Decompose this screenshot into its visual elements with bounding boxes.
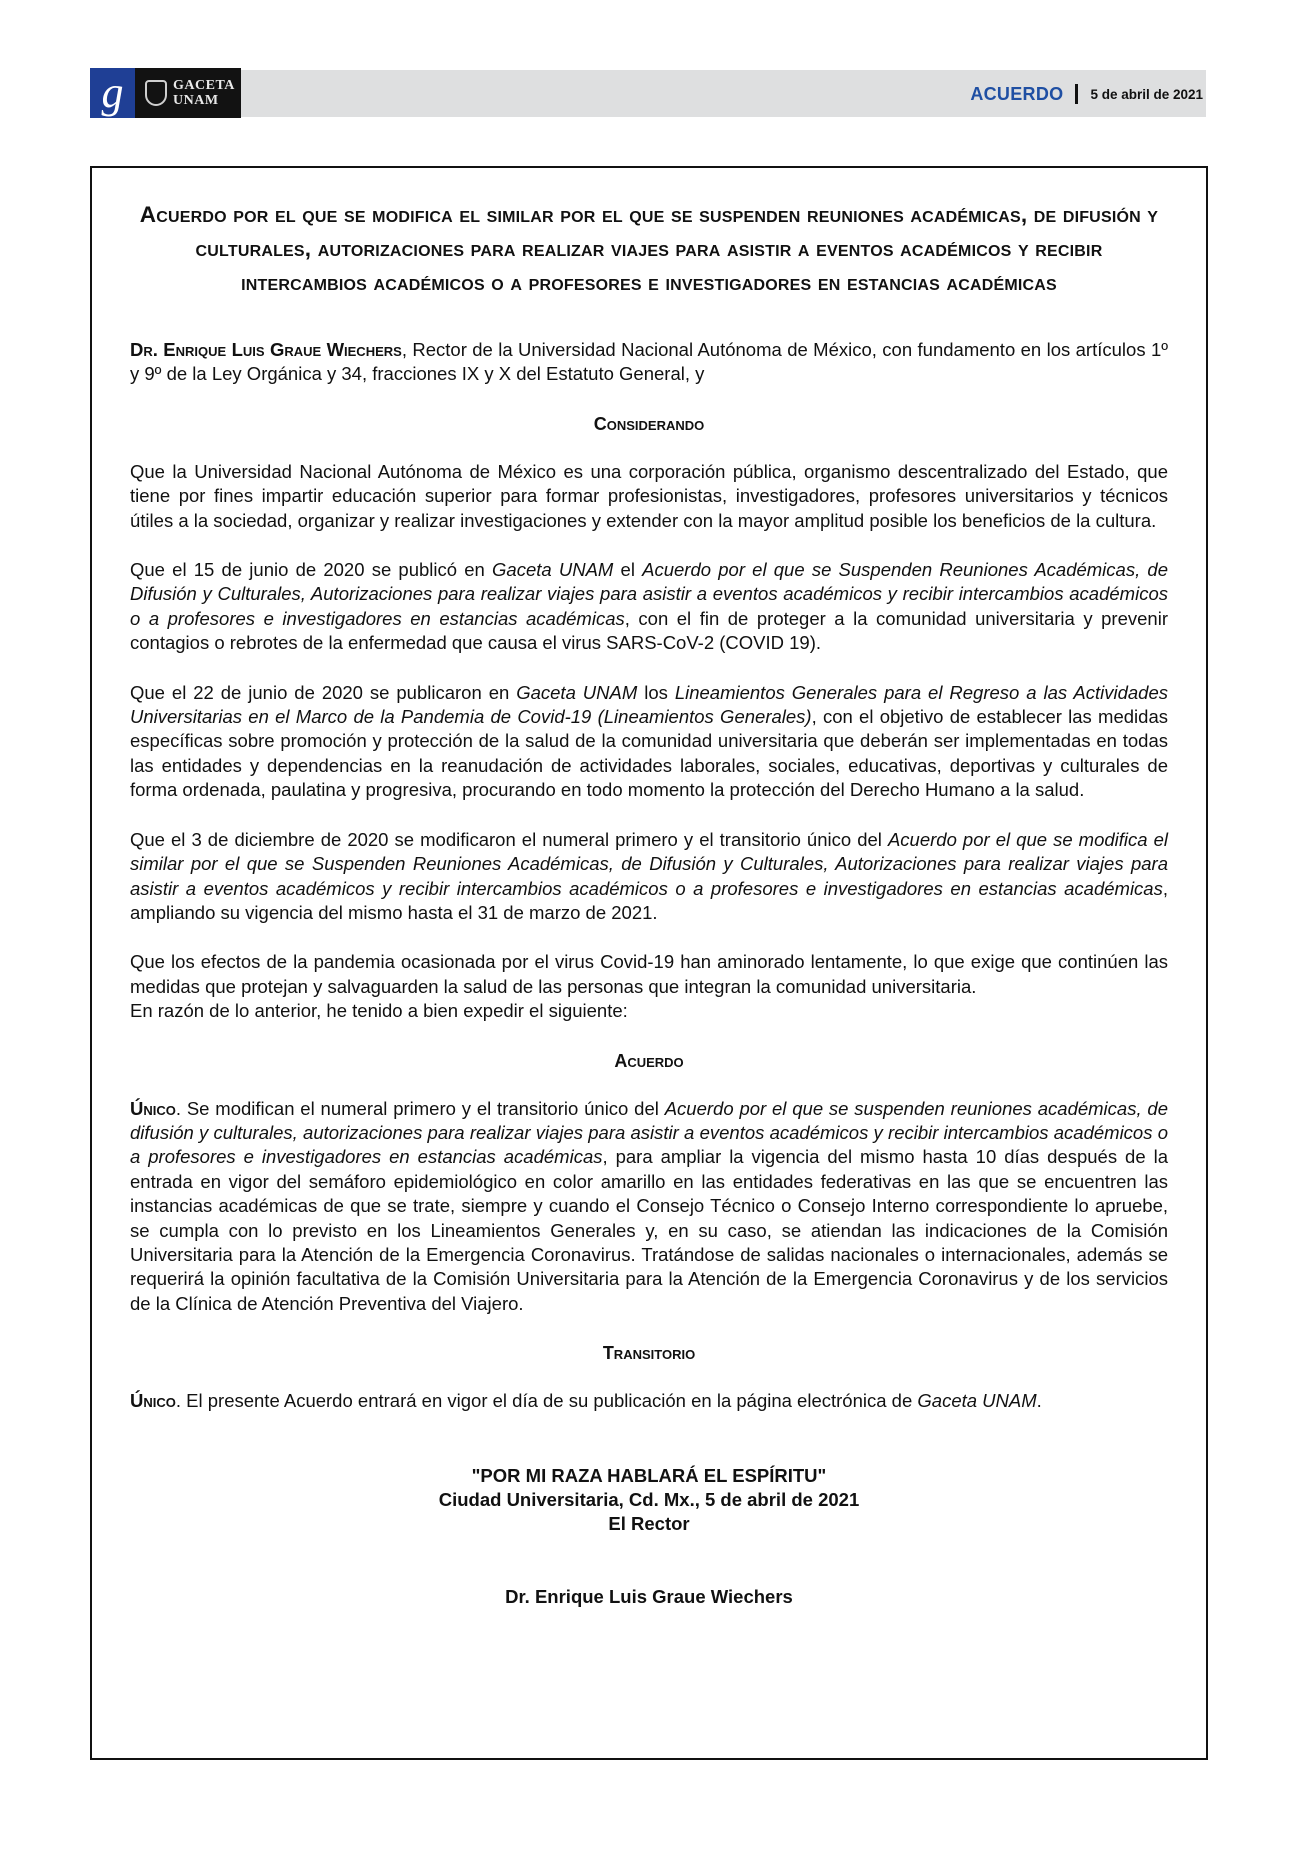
role: El Rector (608, 1512, 690, 1534)
document-content (130, 198, 1168, 1609)
p2-text-c: el (613, 559, 643, 581)
p3-text-a: Que el 22 de junio de 2020 se publicaron en (130, 681, 517, 703)
unam-seal-icon (145, 80, 167, 106)
acuerdo-heading: Acuerdo (614, 1050, 684, 1071)
unico2-gaceta: Gaceta UNAM (917, 1390, 1037, 1412)
p3-text-e: , con el objetivo de establecer las medidas específicas sobre promoción y protección de la salud de la comunidad universitaria que deberán ser implementadas en todas las entidades y dependencias en la reanudación de actividades laborales, sociales, educativas, deportivas y culturales de forma ordenada, paulatina y progresiva, procurando en todo momento la protección del Derecho Humano a la salud. (130, 706, 1168, 801)
section-label: ACUERDO (970, 83, 1064, 104)
unico-transitorio-paragraph (130, 1389, 1168, 1413)
p4-acuerdo-title: Acuerdo por el que se modifica el similar por el que se Suspenden Reuniones Académicas, de Difusión y Culturales, Autorizaciones para realizar viajes para asistir a eventos académicos y recibir intercambios académicos o a profesores e investigadores en estancias académicas (130, 828, 1168, 899)
unico2-text-a: . El presente Acuerdo entrará en vigor el día de su publicación en la página electrónica de (175, 1390, 918, 1412)
paragraph-4 (130, 828, 1168, 926)
place-date: Ciudad Universitaria, Cd. Mx., 5 de abril de 2021 (438, 1488, 860, 1510)
p3-text-c: los (637, 681, 675, 703)
issue-date: 5 de abril de 2021 (1090, 86, 1203, 102)
paragraph-5: Que los efectos de la pandemia ocasionada por el virus Covid-19 han aminorado lentamente, lo que exige que continúen las medidas que protejan y salvaguarden la salud de las personas que integran la comunidad universitaria. (130, 951, 1168, 997)
unico1-text-a: . Se modifican el numeral primero y el transitorio único del (175, 1097, 665, 1119)
unico-acuerdo-paragraph (130, 1097, 1168, 1317)
paragraph-6: En razón de lo anterior, he tenido a bien expedir el siguiente: (130, 1000, 628, 1022)
p2-gaceta: Gaceta UNAM (492, 559, 614, 581)
signature-name: Dr. Enrique Luis Graue Wiechers (505, 1585, 793, 1607)
motto: "POR MI RAZA HABLARÁ EL ESPÍRITU" (471, 1464, 827, 1486)
closing-block (130, 1464, 1168, 1536)
header-meta (970, 82, 1203, 106)
paragraph-3 (130, 681, 1168, 803)
intro-text: , Rector de la Universidad Nacional Autónoma de México, con fundamento en los artículos 1º y 9º de la Ley Orgánica y 34, fracciones IX y X del Estatuto General, y (130, 339, 1169, 385)
logo-line-unam: UNAM (173, 93, 219, 108)
transitorio-heading: Transitorio (602, 1343, 696, 1364)
gaceta-unam-logo (135, 68, 241, 118)
unico1-text-c: , para ampliar la vigencia del mismo hasta 10 días después de la entrada en vigor del semáforo epidemiológico en color amarillo en las entidades federativas en las que se encuentren las instancias académicas de que se trate, siempre y cuando el Consejo Técnico o Consejo Interno correspondiente lo apruebe, se cumpla con lo previsto en los Lineamientos Generales y, en su caso, se atiendan las indicaciones de la Comisión Universitaria para la Atención de la Emergencia Coronavirus. Tratándose de salidas nacionales o internacionales, además se requerirá la opinión facultativa de la Comisión Universitaria para la Atención de la Emergencia Coronavirus y de los servicios de la Clínica de Atención Preventiva del Viajero. (130, 1146, 1168, 1314)
intro-paragraph (130, 338, 1168, 387)
unico-label: Único (130, 1390, 176, 1412)
unico1-acuerdo-title: Acuerdo por el que se suspenden reuniones académicas, de difusión y culturales, autorizaciones para realizar viajes para asistir a eventos académicos y recibir intercambios académicos o a profesores e investigadores en estancias académicas (130, 1097, 1169, 1168)
p4-text-a: Que el 3 de diciembre de 2020 se modificaron el numeral primero y el transitorio único del (130, 828, 888, 850)
paragraph-1: Que la Universidad Nacional Autónoma de México es una corporación pública, organismo descentralizado del Estado, que tiene por fines impartir educación superior para formar profesionistas, investigadores, profesores universitarios y técnicos útiles a la sociedad, organizar y realizar investigaciones y extender con la mayor amplitud posible los beneficios de la cultura. (130, 460, 1168, 531)
p3-lineamientos-title: Lineamientos Generales para el Regreso a las Actividades Universitarias en el Marco de la Pandemia de Covid-19 (Lineamientos Generales) (130, 681, 1168, 728)
p4-text-c: , ampliando su vigencia del mismo hasta el 31 de marzo de 2021. (130, 877, 1168, 923)
header-separator (1075, 84, 1078, 104)
p2-text-a: Que el 15 de junio de 2020 se publicó en (130, 559, 493, 581)
p2-acuerdo-title: Acuerdo por el que se Suspenden Reuniones Académicas, de Difusión y Culturales, Autorizaciones para realizar viajes para asistir a eventos académicos y recibir intercambios académicos o a profesores e investigadores en estancias académicas (130, 559, 1168, 629)
considerando-heading: Considerando (593, 413, 705, 434)
p2-text-e: , con el fin de proteger a la comunidad universitaria y prevenir contagios o rebrotes de la enfermedad que causa el virus SARS-CoV-2 (COVID 19). (130, 607, 1168, 654)
unico2-text-c: . (1036, 1390, 1042, 1412)
document-title: Acuerdo por el que se modifica el similar por el que se suspenden reuniones académicas, de difusión y culturales, autorizaciones para realizar viajes para asistir a eventos académicos y recibir intercambios académicos o a profesores e investigadores en estancias académicas (139, 202, 1159, 295)
author-name: Dr. Enrique Luis Graue Wiechers (130, 339, 402, 360)
unico-label: Único (130, 1097, 176, 1119)
p3-gaceta: Gaceta UNAM (516, 681, 638, 703)
paragraph-2 (130, 558, 1168, 656)
logo-text (173, 78, 235, 108)
logo-line-gaceta: GACETA (173, 78, 235, 93)
gaceta-g-logo: g (90, 68, 135, 118)
